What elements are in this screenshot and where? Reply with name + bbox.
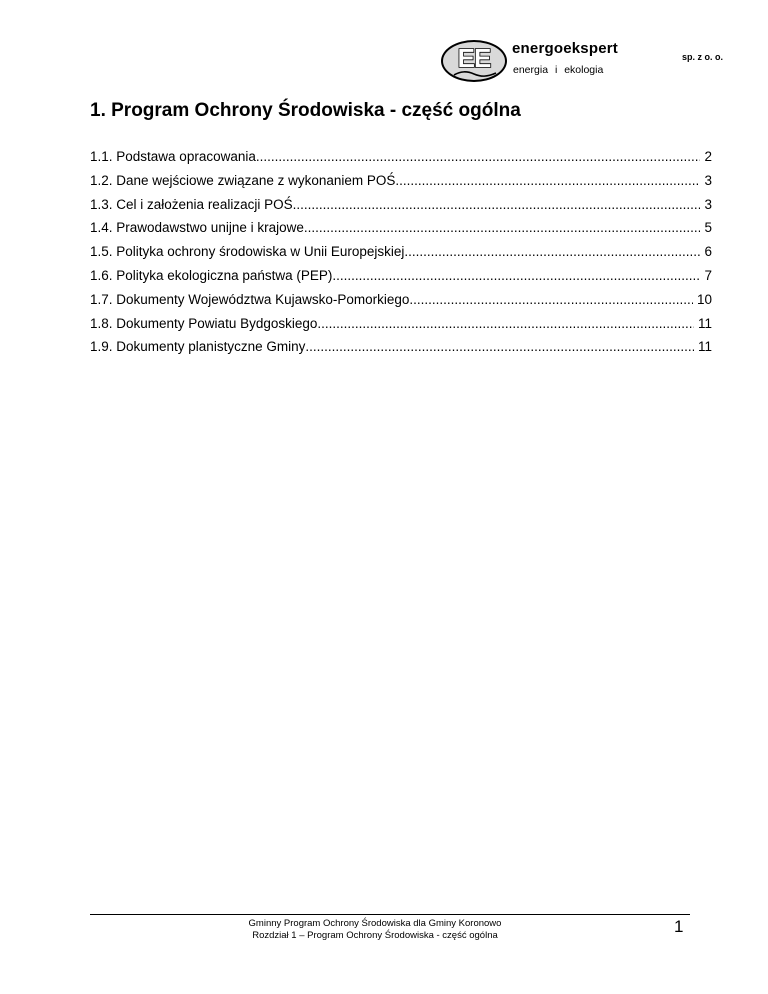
toc-entry-page: 5 (704, 220, 712, 236)
toc-entry-title: 1.4. Prawodawstwo unijne i krajowe (90, 220, 304, 236)
company-logo (441, 40, 731, 86)
toc-entry-page: 7 (704, 267, 712, 283)
toc-entry-title: 1.1. Podstawa opracowania (90, 149, 256, 164)
toc-entry[interactable] (90, 292, 712, 316)
toc-entry-page: 11 (697, 315, 712, 331)
toc-entry-title: 1.2. Dane wejściowe związane z wykonaniem POŚ (90, 172, 396, 188)
toc-leader-dots (332, 268, 700, 283)
wave-icon (453, 70, 497, 78)
toc-entry-title: 1.9. Dokumenty planistyczne Gminy (90, 339, 306, 355)
toc-entry-page: 3 (704, 196, 712, 212)
toc-leader-dots (293, 197, 701, 212)
toc-entry[interactable] (90, 197, 712, 221)
company-legal-form: sp. z o. o. (681, 52, 723, 62)
toc-leader-dots (409, 292, 693, 307)
toc-entry[interactable] (90, 339, 712, 363)
toc-entry-page: 3 (704, 172, 712, 188)
toc-entry-page: 2 (704, 149, 712, 164)
logo-emblem (441, 40, 507, 82)
toc-leader-dots (256, 149, 701, 164)
toc-entry-title: 1.7. Dokumenty Województwa Kujawsko-Pomorkiego (90, 291, 410, 307)
toc-leader-dots (404, 244, 700, 259)
page-title: 1. Program Ochrony Środowiska - część ogólna (90, 100, 521, 121)
toc-entry-page: 6 (704, 244, 712, 260)
company-tagline: energia i ekologia (513, 64, 604, 76)
toc-leader-dots (304, 220, 701, 235)
toc-entry[interactable] (90, 220, 712, 244)
toc-leader-dots (317, 316, 694, 331)
toc-leader-dots (305, 339, 694, 354)
toc-entry-title: 1.5. Polityka ochrony środowiska w Unii Europejskiej (90, 244, 405, 260)
toc-entry[interactable] (90, 316, 712, 340)
toc-entry-page: 11 (697, 339, 712, 355)
table-of-contents (90, 149, 712, 363)
footer-caption (210, 918, 540, 942)
page-number: 1 (674, 917, 684, 936)
toc-entry[interactable] (90, 149, 712, 173)
toc-entry[interactable] (90, 173, 712, 197)
toc-leader-dots (395, 173, 700, 188)
footer-chapter-title: Rozdział 1 – Program Ochrony Środowiska - część ogólna (252, 930, 498, 941)
company-name: energoekspert (512, 40, 618, 57)
toc-entry-title: 1.3. Cel i założenia realizacji POŚ (90, 196, 293, 212)
toc-entry-page: 10 (696, 291, 712, 307)
toc-entry[interactable] (90, 268, 712, 292)
footer-divider (90, 914, 690, 915)
footer-document-title: Gminny Program Ochrony Środowiska dla Gminy Koronowo (248, 918, 502, 929)
toc-entry[interactable] (90, 244, 712, 268)
logo-letters: EE (457, 43, 491, 73)
toc-entry-title: 1.6. Polityka ekologiczna państwa (PEP) (90, 267, 333, 283)
toc-entry-title: 1.8. Dokumenty Powiatu Bydgoskiego (90, 315, 318, 331)
